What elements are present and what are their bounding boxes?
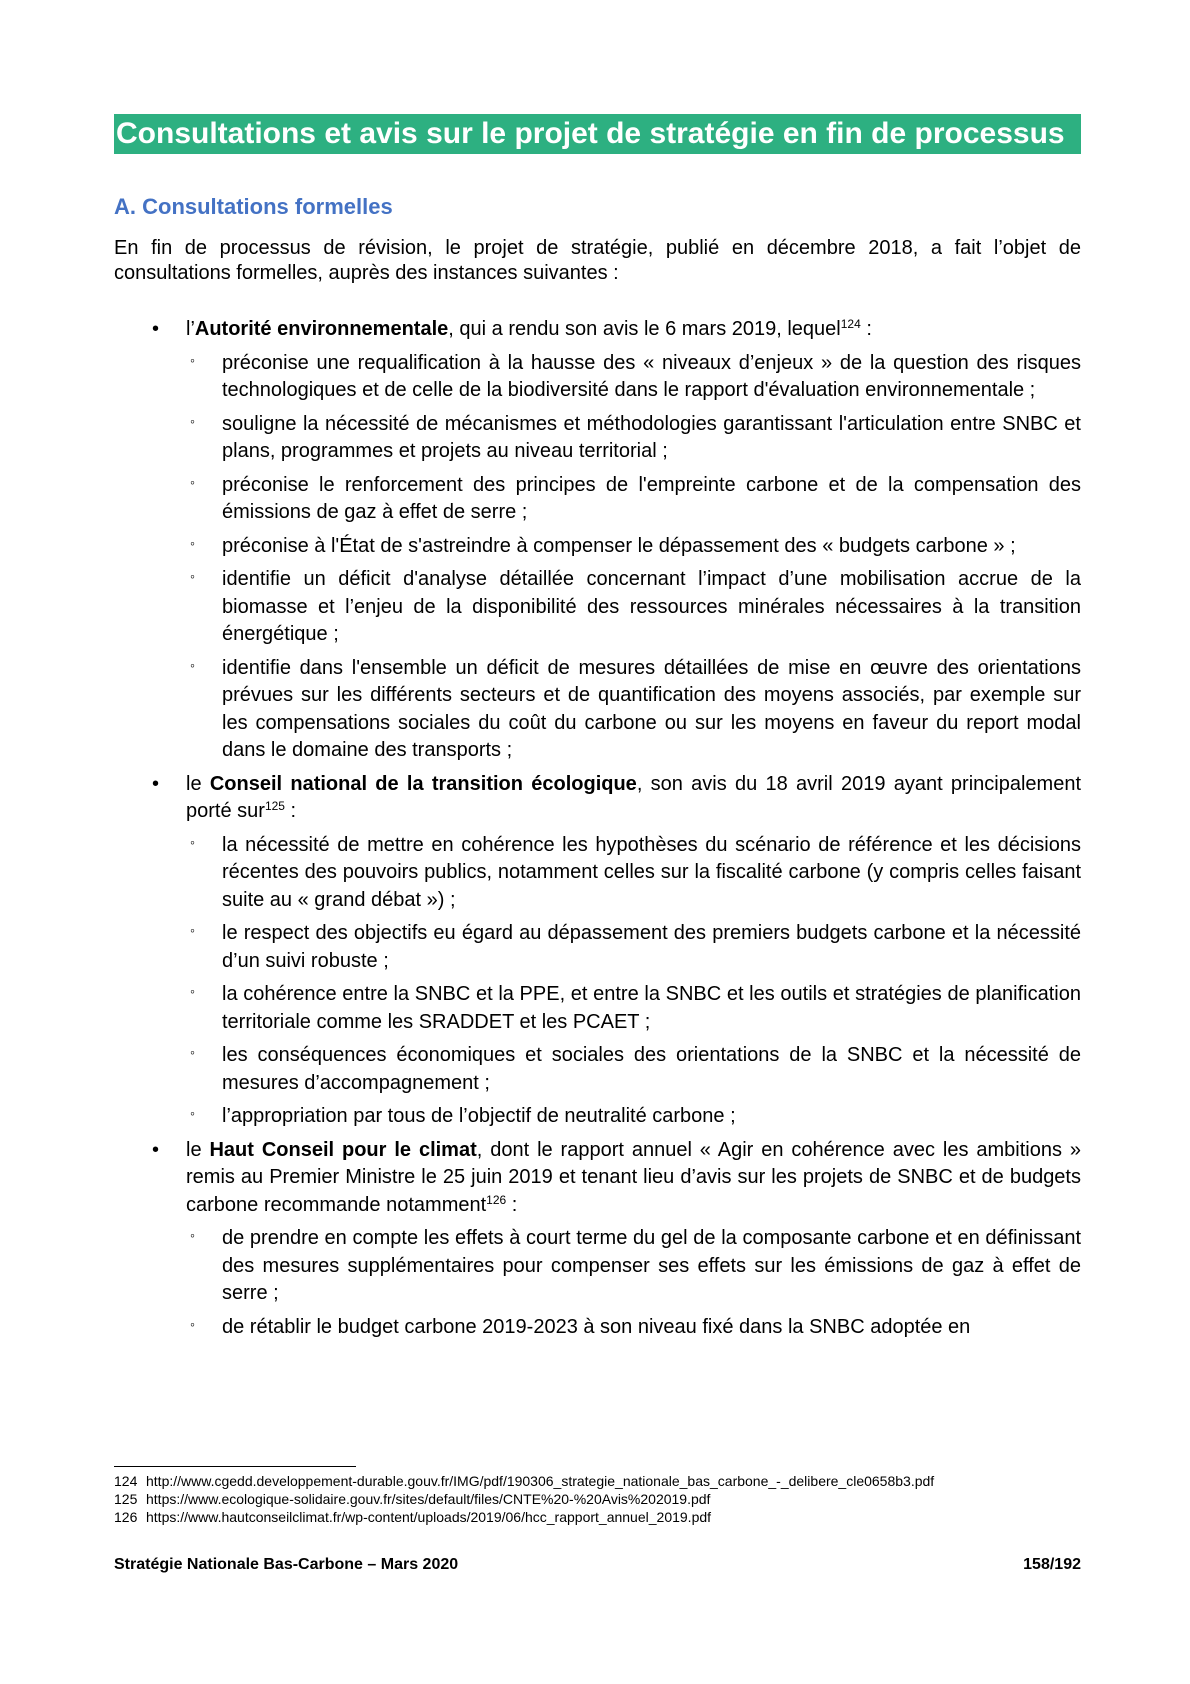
footnote-number: 126 — [114, 1509, 138, 1525]
footnote-link[interactable]: https://www.hautconseilclimat.fr/wp-content/uploads/2019/06/hcc_rapport_annuel_2019.pdf — [146, 1509, 712, 1525]
footnote-number: 124 — [114, 1473, 138, 1489]
institution-name: Autorité environnementale — [194, 318, 449, 340]
list-item-text: le Haut Conseil pour le climat, dont le rapport annuel « Agir en cohérence avec les ambitions » remis au Premier Ministre le 25 juin 2019 et tenant lieu d’avis sur les projets de SNBC et de budgets carbone recommande notamment$^{126}$ : — [186, 1138, 1081, 1216]
circle-bullet-icon: ◦ — [190, 656, 195, 673]
sub-list-item: ◦ identifie un déficit d'analyse détaillée concernant l’impact d’une mobilisation accrue de la biomasse et l’enjeu de la disponibilité des ressources minérales nécessaires à la transition énergétique ; — [186, 566, 1081, 649]
circle-bullet-icon: ◦ — [190, 1044, 195, 1060]
footnote-ref[interactable]: 126 — [486, 1192, 507, 1207]
list-item — [114, 316, 1081, 765]
circle-bullet-icon: ◦ — [190, 983, 195, 999]
list-item — [114, 1137, 1081, 1342]
sub-list-item: ◦ préconise une requalification à la hausse des « niveaux d’enjeux » de la question des risques technologiques et de celle de la biodiversité dans le rapport d'évaluation environnementale ; — [186, 350, 1081, 405]
bullet-icon: • — [152, 318, 160, 340]
institution-name: Haut Conseil pour le climat — [209, 1138, 477, 1161]
circle-bullet-icon: ◦ — [190, 473, 195, 490]
sub-list-item: ◦ l’appropriation par tous de l’objectif de neutralité carbone ; — [186, 1103, 1081, 1131]
page-footer — [114, 1556, 1081, 1574]
sub-list-item: ◦ préconise à l'État de s'astreindre à compenser le dépassement des « budgets carbone » ; — [186, 533, 1081, 561]
sub-list-item: ◦ identifie dans l'ensemble un déficit de mesures détaillées de mise en œuvre des orientations prévues sur les différents secteurs et de quantification des moyens associés, par exemple sur les compensations sociales du coût du carbone ou sur les moyens en faveur du report modal dans le domaine des transports ; — [186, 655, 1081, 765]
circle-bullet-icon: ◦ — [190, 922, 195, 938]
list-item-text: l’Autorité environnementale, qui a rendu son avis le 6 mars 2019, lequel$^{124}$ : — [186, 317, 872, 340]
circle-bullet-icon: ◦ — [190, 351, 195, 368]
bullet-icon: • — [152, 1138, 160, 1161]
sub-list-item: ◦ préconise le renforcement des principes de l'empreinte carbone et de la compensation des émissions de gaz à effet de serre ; — [186, 472, 1081, 527]
section-heading: A. Consultations formelles — [114, 194, 393, 219]
sub-list-item: ◦ de prendre en compte les effets à court terme du gel de la composante carbone et en définissant des mesures supplémentaires pour compenser ses effets sur les émissions de gaz à effet de serre ; — [186, 1225, 1081, 1308]
circle-bullet-icon: ◦ — [190, 1105, 195, 1121]
page-title: Consultations et avis sur le projet de stratégie en fin de processus — [114, 114, 1081, 154]
sub-list-item: ◦ de rétablir le budget carbone 2019-2023 à son niveau fixé dans la SNBC adoptée en — [186, 1314, 1081, 1342]
sub-list — [186, 832, 1081, 1131]
sub-list-item: ◦ souligne la nécessité de mécanismes et méthodologies garantissant l'articulation entre SNBC et plans, programmes et projets au niveau territorial ; — [186, 411, 1081, 466]
list-item-text: le Conseil national de la transition écologique, son avis du 18 avril 2019 ayant principalement porté sur$^{125}$ : — [186, 772, 1081, 822]
circle-bullet-icon: ◦ — [190, 833, 195, 850]
sub-list — [186, 1225, 1081, 1341]
circle-bullet-icon: ◦ — [190, 412, 195, 429]
circle-bullet-icon: ◦ — [190, 1315, 195, 1332]
sub-list-item: ◦ la nécessité de mettre en cohérence les hypothèses du scénario de référence et les décisions récentes des pouvoirs publics, notamment celles sur la fiscalité carbone (y compris celles faisant suite au « grand débat ») ; — [186, 832, 1081, 915]
footnote-separator — [114, 1466, 356, 1467]
page-number: 158/192 — [1023, 1556, 1081, 1573]
footnote-link[interactable]: https://www.ecologique-solidaire.gouv.fr/sites/default/files/CNTE%20-%20Avis%202019.pdf — [146, 1491, 711, 1507]
sub-list — [186, 350, 1081, 765]
footnote — [114, 1508, 934, 1526]
institution-name: Conseil national de la transition écologique — [209, 772, 637, 795]
page-body — [114, 114, 1081, 1347]
footnote — [114, 1490, 934, 1508]
footnote-ref[interactable]: 125 — [264, 799, 285, 813]
consultation-list — [114, 316, 1081, 1341]
circle-bullet-icon: ◦ — [190, 534, 195, 551]
footnote-link[interactable]: http://www.cgedd.developpement-durable.gouv.fr/IMG/pdf/190306_strategie_nationale_bas_carbone_-_delibere_cle0658b3.pdf — [146, 1473, 935, 1489]
footer-document-title: Stratégie Nationale Bas-Carbone – Mars 2020 — [114, 1556, 459, 1573]
intro-paragraph: En fin de processus de révision, le projet de stratégie, publié en décembre 2018, a fait l’objet de consultations formelles, auprès des instances suivantes : — [114, 237, 1081, 284]
circle-bullet-icon: ◦ — [190, 1227, 195, 1243]
footnote-number: 125 — [114, 1491, 138, 1507]
sub-list-item: ◦ le respect des objectifs eu égard au dépassement des premiers budgets carbone et la nécessité d’un suivi robuste ; — [186, 920, 1081, 975]
list-item — [114, 771, 1081, 1131]
sub-list-item: ◦ les conséquences économiques et sociales des orientations de la SNBC et la nécessité de mesures d’accompagnement ; — [186, 1042, 1081, 1097]
footnotes — [114, 1472, 934, 1526]
bullet-icon: • — [152, 772, 160, 795]
footnote-ref[interactable]: 124 — [840, 317, 861, 331]
sub-list-item: ◦ la cohérence entre la SNBC et la PPE, et entre la SNBC et les outils et stratégies de planification territoriale comme les SRADDET et les PCAET ; — [186, 981, 1081, 1036]
footnote — [114, 1472, 934, 1490]
circle-bullet-icon: ◦ — [190, 568, 195, 584]
